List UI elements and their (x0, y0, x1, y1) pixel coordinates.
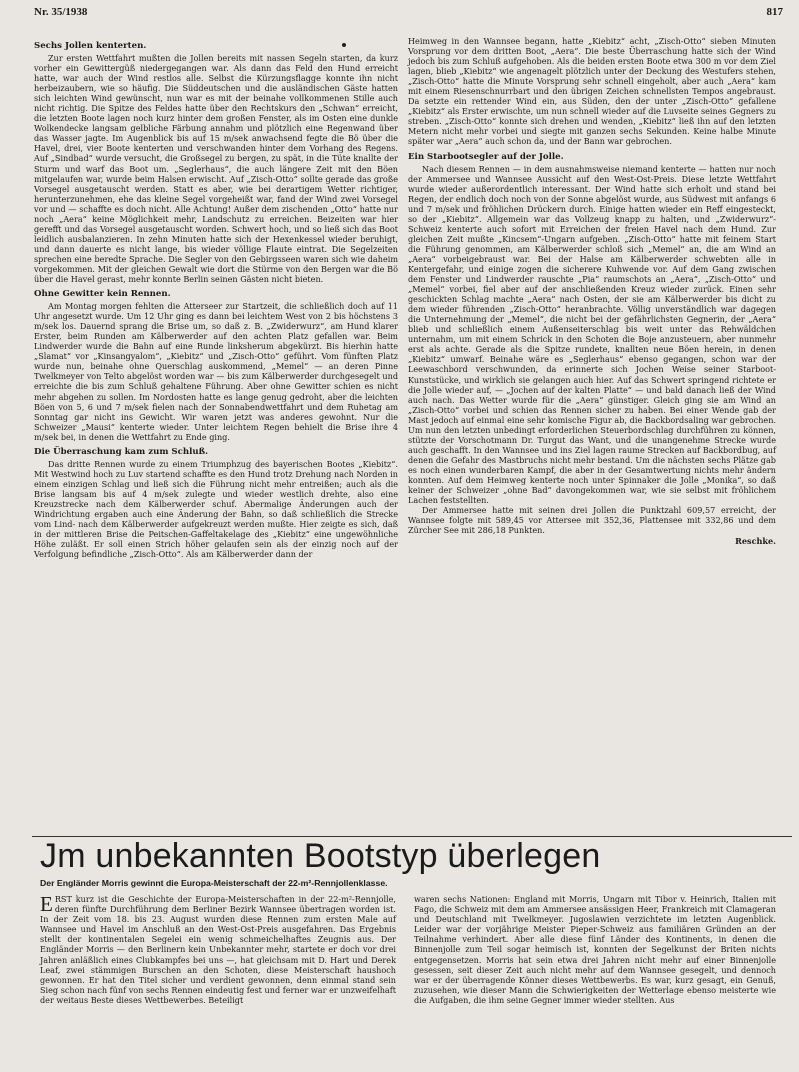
article-left-column (40, 894, 396, 1005)
issue-number: Nr. 35/1938 (34, 6, 88, 18)
section-title: Die Überraschung kam zum Schluß. (34, 446, 209, 457)
paragraph: Das dritte Rennen wurde zu einem Triumphzug des bayerischen Bootes „Kiebitz“. Mit Westwind hoch zu Luv startend schaffte es den Hund trotz Drehung nach Norden in einem einzigen Schlag und ließ sich die Führung nicht mehr entreißen; auch als die Brise langsam bis auf 4 m/sek zulegte und wieder westlich drehte, also eine Kreuzstrecke nach dem Kälberwerder schuf. Abermalige Änderungen auch der Windrichtung ergaben auch eine Änderung der Bahn, so daß schließlich die Strecke vom Lind- nach dem Kälberwerder aufgekreuzt werden mußte. Hier zeigte es sich, daß in der mittleren Brise die Peitschen-Gaffeltakelage des „Kiebitz“ eine ungewöhnliche Höhe zuläßt. Er soll einen Strich höher gelaufen sein als der einzig noch auf der Verfolgung befindliche „Zisch-Otto“. Als am Kälberwerder dann der (34, 458, 398, 560)
paragraph: Am Montag morgen fehlten die Atterseer zur Startzeit, die schließlich doch auf 11 Uhr angesetzt wurde. Um 12 Uhr ging es dann bei leichtem West von 2 bis höchstens 3 m/sek los. Dauernd sprang die Brise um, so daß z. B. „Zwiderwurz“, am Hund klarer Erster, beim Runden am Kälberwerder auf den achten Platz gefallen war. Beim Lindwerder wurde die Bahn auf eine Runde linksherum abgekürzt. Bis hierhin hatte „Slamat“ vor „Kinsangyalom“, „Kiebitz“ und „Zisch-Otto“ geführt. Vom fünften Platz wurde nun, beinahe ohne Querschlag auskommend, „Memel“ — an deren Pinne Twelkmeyer von Telto abgelöst worden war — bis zum Kälberwerder durchgesegelt und erreichte die bis zum Schluß gehaltene Führung. Aber ohne Gewitter schien es nicht mehr abgehen zu sollen. Im Nordosten hatte es lange genug gedroht, aber die leichten Böen von 5, 6 und 7 m/sek fielen nach der Sonnabendwettfahrt und dem Ruhetag am Sonntag gar nicht ins Gewicht. Wir waren jetzt was anderes gewohnt. Nur die Schweizer „Mausi“ kenterte wieder. Unter leichtem Regen behielt die Brise ihre 4 m/sek bei, in denen die Wettfahrt zu Ende ging. (34, 301, 398, 442)
right-column (408, 36, 776, 546)
paragraph: waren sechs Nationen: England mit Morris, Ungarn mit Tibor v. Heinrich, Italien mit Fago, die Schweiz mit dem am Ammersee ansässigen Heer, Frankreich mit Clamageran und Deutschland mit Twelkmeyer. Jugoslawien verzichtete im letzten Augenblick. Leider war der vorjährige Meister Pieper-Schweiz aus familiären Gründen an der Teilnahme verhindert. Aber alle diese fünf Länder des Kontinents, in denen die Binnenjolle zum Teil sogar heimisch ist, konnten der Segelkunst der Briten nichts entgegensetzen. Morris hat sein etwa drei Jahren nicht mehr auf einer Binnenjolle gesessen, seit dieser Zeit auch nicht mehr auf dem Wannsee gesegelt, und dennoch war er der überragende Könner dieses Wettbewerbs. Es war, kurz gesagt, ein Genuß, zuzusehen, wie dieser Mann die Schwierigkeiten der Wetterlage ebenso meisterte wie die Aufgaben, die ihm seine Gegner immer wieder stellten. Aus (414, 894, 776, 1005)
paragraph: Zur ersten Wettfahrt mußten die Jollen bereits mit nassen Segeln starten, da kurz vorher ein Gewittergüß niedergegangen war. Als dann das Feld den Hund erreicht hatte, war auch der Wind restlos alle. Selbst die Kürzungsflagge konnte ihn nicht herbeizaubern, wie so häufig. Die Süddeutschen und die ausländischen Gäste hatten sich leichten Wind gewünscht, nun war es mit der beinahe vollkommenen Stille auch nicht richtig. Die Spitze des Feldes hatte über den Rechtskurs den „Schwan“ erreicht, die letzten Boote lagen noch kurz hinter dem großen Fenster, als im Osten eine dunkle Wolkendecke langsam gelbliche Färbung annahm und plötzlich eine Regenwand über das Wasser jagte. Im Augenblick bis auf 15 m/sek anwachsend fegte die Bö über die Havel, drei, vier Boote kenterten und verschwanden hinter dem Vorhang des Regens. Auf „Sindbad“ wurde versucht, die Großsegel zu bergen, zu spät, in die Tüte knallte der Sturm und warf das Boot um. „Seglerhaus“, die auch längere Zeit mit den Böen mitgelaufen war, wurde beim Halsen erwischt. Auf „Zisch-Otto“ sollte gerade das große Vorsegel ausgetauscht werden. Statt es aber, wie bei derartigem Wetter richtiger, herunterzunehmen, ehe das kleine Segel vorgeheißt war, fand der Wind zwei Vorsegel vor und — schaffte es doch nicht. Alle Achtung! Außer dem zischenden „Otto“ hatte nur noch „Aera“ keine Möglichkeit mehr, Landschutz zu erreichen. Beizeiten war hier gerefft und das Vorsegel ausgetauscht worden. Schwert hoch, und so ließ sich das Boot leidlich ausbalanzieren. In zehn Minuten hatte sich der Hexenkessel wieder beruhigt, und dann dauerte es nicht lange, bis wieder völlige Flaute eintrat. Die Segelzeiten sprechen eine beredte Sprache. Die Segler von den Gebirgsseen waren sich wie daheim vorgekommen. Mit der gleichen Gewalt wie dort die Stürme von den Bergen war die Bö über die Havel gerast, mehr konnte Berlin seinen Gästen nicht bieten. (34, 53, 398, 285)
article-right-column (414, 894, 776, 1005)
paragraph: Nach diesem Rennen — in dem ausnahmsweise niemand kenterte — hatten nur noch der Ammersee und Wannsee Aussicht auf den West-Ost-Preis. Diese letzte Wettfahrt wurde wieder außerordentlich interessant. Der Wind hatte sich erholt und stand bei Regen, der endlich doch noch von der Sonne abgelöst wurde, aus Südwest mit anfangs 6 und 7 m/sek und fröhlichen Drückern durch. Einige hatten wieder ein Reff eingesteckt, so der „Kiebitz“. Allgemein war das Vollzeug knapp zu halten, und „Zwiderwurz“-Schweiz kenterte auch sofort mit Erreichen der freien Havel nach dem Hund. Zur gleichen Zeit mußte „Kincsem“-Ungarn aufgeben. „Zisch-Otto“ hatte mit feinem Start die Führung genommen, am Kälberwerder schloß sich „Memel“ an, die am Wind an „Aera“ vorbeigebraust war. Bei der Halse am Kälberwerder schwebten alle in Kentergefahr, und einige zogen die sicherere Kuhwende vor. Auf dem Gang zwischen dem Fenster und Lindwerder rauschte „Pia“ raumschots an „Aera“, „Zisch-Otto“ und „Memel“ vorbei, fiel aber auf der anschließenden Kreuz wieder zurück. Einen sehr geschickten Schlag machte „Aera“ nach Osten, der sie am Kälberwerder bis dicht zu dem wieder führenden „Zisch-Otto“ heranbrachte. Völlig unverständlich war dagegen die Unternehmung der „Memel“, die nicht bei der gefährlichsten Gegnerin, der „Aera“ blieb und schließlich einem Außenseiterschlag bis weit unter das Rehwäldchen unternahm, um mit einem Schrick in den Schoten die Boje anzusteuern, aber nunmehr erst als achte. Gerade als die Spitze rundete, knallten neue Böen herein, in denen „Kiebitz“ umwarf. Beinahe wäre es „Seglerhaus“ ebenso gegangen, schon war der Leewaschbord verschwunden, da erinnerte sich Jochen Weise seiner Starboot-Kunststücke, und wirklich sie gelangen auch hier. Auf das Schwert springend richtete er die Jolle wieder auf, — „Jochen auf der kalten Platte“ — und bald danach ließ der Wind auch nach. Das Wetter wurde für die „Aera“ günstiger. Gleich ging sie am Wind an „Zisch-Otto“ vorbei und schien das Rennen sicher zu haben. Bei einer Wende gab der Mast jedoch auf einmal eine sehr komische Figur ab, die Backbordsaling war gebrochen. Um nun den letzten unbedingt erforderlichen Steuerbordschlag durchführen zu können, stützte der Vorschotmann Dr. Turgut das Want, und die unangenehme Strecke wurde auch geschafft. In den Wannsee und ins Ziel lagen raume Strecken auf Backbordbug, auf denen die Gefahr des Mastbruchs nicht mehr bestand. Um die nächsten sechs Plätze gab es noch einen wunderbaren Kampf, die aber in der Gesamtwertung nichts mehr ändern konnten. Auf dem Heimweg kenterte noch unter Spinnaker die Jolle „Monika“, so daß keiner der Schweizer „ohne Bad“ davongekommen war, wie sie selbst mit fröhlichem Lachen feststellten. (408, 163, 776, 506)
section-title: Sechs Jollen kenterten. (34, 41, 147, 51)
drop-cap: E (40, 892, 53, 916)
article-subheadline: Der Engländer Morris gewinnt die Europa-Meisterschaft der 22-m²-Rennjollenklasse. (40, 878, 388, 888)
article-headline: Jm unbekannten Bootstyp überlegen (40, 837, 601, 875)
paragraph: Heimweg in den Wannsee begann, hatte „Kiebitz“ acht, „Zisch-Otto“ sieben Minuten Vorsprung vor dem dritten Boot, „Aera“. Die beste Überraschung hatte sich der Wind jedoch bis zum Schluß aufgehoben. Als die beiden ersten Boote etwa 300 m vor dem Ziel lagen, blieb „Kiebitz“ wie angenagelt plötzlich unter der Deckung des Westufers stehen, „Zisch-Otto“ hatte die Minute Vorsprung sehr schnell eingeholt, aber auch „Aera“ kam mit einem Riesenschnurrbart und den übrigen Zeichen schnellsten Tempos angebraust. Da setzte ein rettender Wind ein, aus Süden, den der unter „Zisch-Otto“ gefallene „Kiebitz“ als Erster erwischte, um nun schnell wieder auf die Luvseite seines Gegners zu streben. „Zisch-Otto“ konnte sich drehen und wenden, „Kiebitz“ ließ ihn auf den letzten Metern nicht mehr vorbei und siegte mit ganzen sechs Sekunden. Keine halbe Minute später war „Aera“ auch schon da, und der Bann war gebrochen. (408, 36, 776, 147)
paragraph: RST kurz ist die Geschichte der Europa-Meisterschaften in der 22-m²-Rennjolle, deren fünfte Durchführung dem Berliner Bezirk Wannsee übertragen worden ist. In der Zeit vom 18. bis 23. August wurden diese Rennen zum ersten Male auf Wannsee und Havel im Anschluß an den West-Ost-Preis ausgefahren. Das Ergebnis stellt der kontinentalen Segelei ein wenig schmeichelhaftes Zeugnis aus. Der Engländer Morris — den Berlinern kein Unbekannter mehr, startete er doch vor drei Jahren anläßlich eines Clubkampfes bei uns —, hat gleichsam mit D. Hart und Derek Leaf, zwei stämmigen Burschen an den Schoten, diese Meisterschaft haushoch gewonnen. Er hat den Titel sicher und verdient gewonnen, denn einmal stand sein Sieg schon nach fünf von sechs Rennen eindeutig fest und ferner war er unzweifelhaft der weitaus Beste dieses Wettbewerbes. Beteiligt (40, 894, 396, 1005)
section-title: Ohne Gewitter kein Rennen. (34, 289, 171, 300)
section-title: Ein Starbootsegler auf der Jolle. (408, 151, 564, 162)
page-number: 817 (766, 6, 783, 18)
paragraph: Der Ammersee hatte mit seinen drei Jollen die Punktzahl 609,57 erreicht, der Wannsee folgte mit 589,45 vor Attersee mit 352,36, Plattensee mit 332,86 und dem Zürcher See mit 286,18 Punkten. (408, 505, 776, 536)
left-column (34, 36, 398, 559)
author-signature: Reschke. (735, 536, 776, 547)
